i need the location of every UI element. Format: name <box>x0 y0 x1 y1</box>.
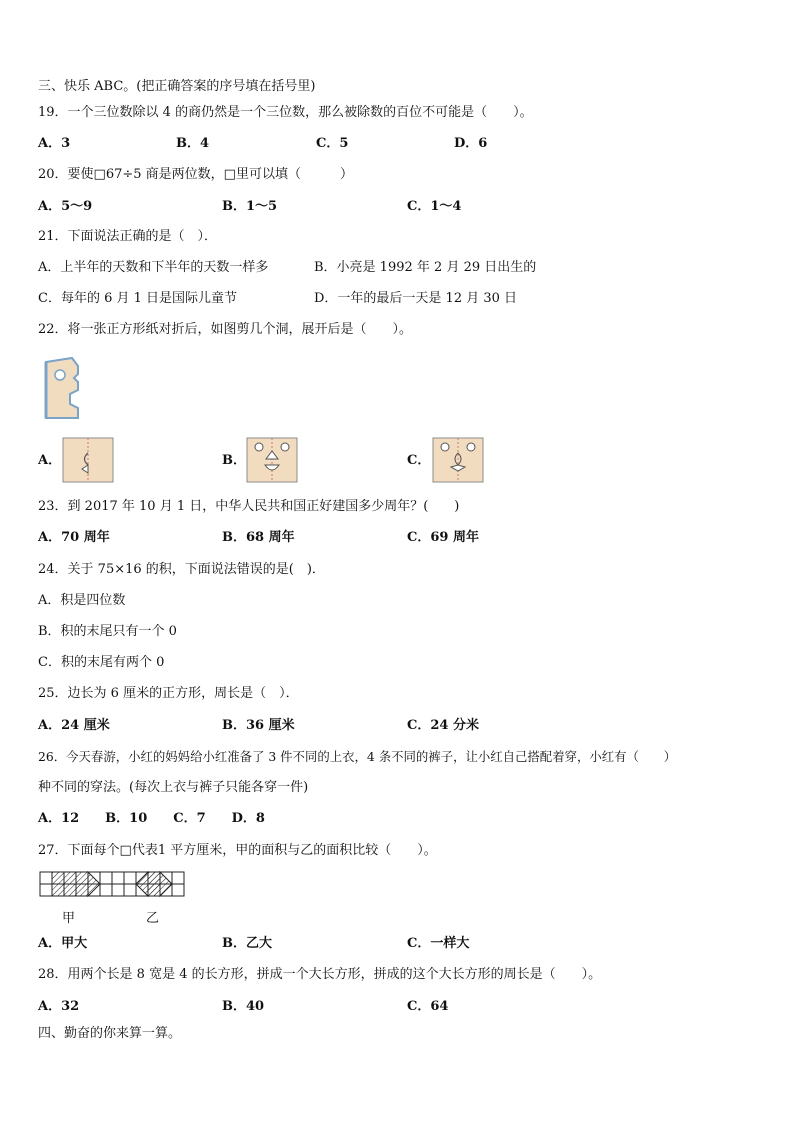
q22-option-c-figure <box>432 437 484 483</box>
question-23-stem: 23．到 2017 年 10 月 1 日，中华人民共和国正好建国多少周年？( ) <box>38 499 460 514</box>
q20-option-a: A．5～9 <box>38 199 93 214</box>
label-jia: 甲 <box>62 911 76 926</box>
q27-option-b: B．乙大 <box>222 936 272 951</box>
question-26-stem-line2: 种不同的穿法。(每次上衣与裤子只能各穿一件) <box>38 780 309 795</box>
folded-paper-figure <box>42 356 82 422</box>
q19-option-b: B．4 <box>176 136 210 151</box>
q28-option-c: C．64 <box>407 999 449 1014</box>
q22-option-b: B． <box>222 453 246 468</box>
q20-option-c: C．1～4 <box>407 199 462 214</box>
q24-option-c: C．积的末尾有两个 0 <box>38 655 165 670</box>
q25-option-b: B．36 厘米 <box>222 718 295 733</box>
q22-option-b-figure <box>246 437 298 483</box>
question-26-stem-line1: 26．今天春游，小红的妈妈给小红准备了 3 件不同的上衣，4 条不同的裤子，让小红自己搭配着穿，小红有（ ） <box>38 749 677 764</box>
q19-option-a: A．3 <box>38 136 71 151</box>
q22-option-a-figure <box>62 437 114 483</box>
question-24-stem: 24．关于 75×16 的积，下面说法错误的是( )． <box>38 562 325 577</box>
q20-option-b: B．1～5 <box>222 199 278 214</box>
q21-option-c: C．每年的 6 月 1 日是国际儿童节 <box>38 291 238 306</box>
q27-option-a: A．甲大 <box>38 936 88 951</box>
q27-option-c: C．一样大 <box>407 936 470 951</box>
q19-option-d: D．6 <box>454 136 488 151</box>
q21-option-b: B．小亮是 1992 年 2 月 29 日出生的 <box>314 260 537 275</box>
q28-option-b: B．40 <box>222 999 265 1014</box>
question-19-stem: 19．一个三位数除以 4 的商仍然是一个三位数，那么被除数的百位不可能是（ ）。 <box>38 105 533 120</box>
question-28-stem: 28．用两个长是 8 宽是 4 的长方形，拼成一个大长方形，拼成的这个大长方形的周长是（ ）。 <box>38 967 602 982</box>
area-grid-figure <box>38 870 186 898</box>
q26-options: A．12 B．10 C．7 D．8 <box>38 811 265 826</box>
q23-option-c: C．69 周年 <box>407 530 479 545</box>
q24-option-b: B．积的末尾只有一个 0 <box>38 624 177 639</box>
q19-option-c: C．5 <box>316 136 349 151</box>
q24-option-a: A．积是四位数 <box>38 593 126 608</box>
section-title: 四、勤奋的你来算一算。 <box>38 1026 182 1041</box>
question-27-stem: 27．下面每个□代表1 平方厘米，甲的面积与乙的面积比较（ ）。 <box>38 843 437 858</box>
q25-option-c: C．24 分米 <box>407 718 479 733</box>
q22-option-a: A． <box>38 453 62 468</box>
q23-option-b: B．68 周年 <box>222 530 295 545</box>
q25-option-a: A．24 厘米 <box>38 718 110 733</box>
question-22-stem: 22．将一张正方形纸对折后，如图剪几个洞，展开后是（ ）。 <box>38 322 413 337</box>
question-25-stem: 25．边长为 6 厘米的正方形，周长是（ ）． <box>38 686 299 701</box>
q21-option-d: D．一年的最后一天是 12 月 30 日 <box>314 291 518 306</box>
section-title: 三、快乐 ABC。(把正确答案的序号填在括号里) <box>38 79 316 94</box>
q21-option-a: A．上半年的天数和下半年的天数一样多 <box>38 260 269 275</box>
q23-option-a: A．70 周年 <box>38 530 110 545</box>
label-yi: 乙 <box>146 911 160 926</box>
question-20-stem: 20．要使□67÷5 商是两位数，□里可以填（ ） <box>38 167 353 182</box>
q22-option-c: C． <box>407 453 431 468</box>
q28-option-a: A．32 <box>38 999 80 1014</box>
question-21-stem: 21．下面说法正确的是（ ）． <box>38 229 218 244</box>
